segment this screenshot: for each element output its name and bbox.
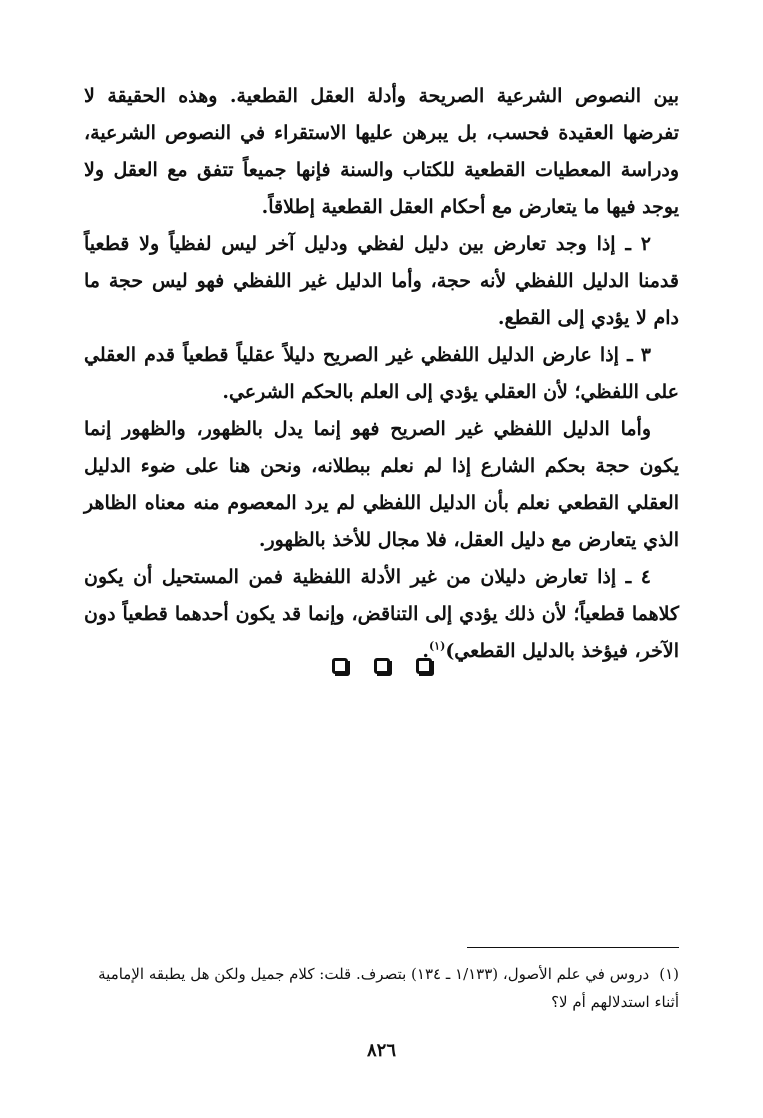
section-divider — [0, 658, 763, 674]
paragraph-5 — [84, 559, 679, 670]
footnote-number: (١) — [659, 965, 679, 983]
page-number: ٨٢٦ — [366, 1040, 396, 1061]
paragraph-1: بين النصوص الشرعية الصريحة وأدلة العقل القطعية. وهذه الحقيقة لا تفرضها العقيدة فحسب، بل يبرهن عليها الاستقراء في النصوص الشرعية، ودراسة المعطيات القطعية للكتاب والسنة فإنها جميعاً تتفق مع العقل ولا يوجد فيها ما يتعارض مع أحكام العقل القطعية إطلاقاً. — [84, 85, 679, 218]
square-ornament-icon — [332, 658, 348, 674]
main-text — [84, 78, 679, 670]
footnote — [84, 960, 679, 1016]
square-ornament-icon — [374, 658, 390, 674]
footnote-divider — [467, 947, 679, 948]
paragraph-4: وأما الدليل اللفظي غير الصريح فهو إنما يدل بالظهور، والظهور إنما يكون حجة بحكم الشارع إذا لم نعلم ببطلانه، ونحن هنا على ضوء الدليل العقلي القطعي نعلم بأن الدليل اللفظي لم يرد المعصوم منه معناه الظاهر الذي يتعارض مع دليل العقل، فلا مجال للأخذ بالظهور. — [84, 418, 679, 551]
footnote-text: دروس في علم الأصول، (١/١٣٣ ـ ١٣٤) بتصرف. قلت: كلام جميل ولكن هل يطبقه الإمامية أثناء استدلالهم أم لا؟ — [98, 965, 679, 1011]
paragraph-5-text: ٤ ـ إذا تعارض دليلان من غير الأدلة اللفظية فمن المستحيل أن يكون كلاهما قطعياً؛ لأن ذلك يؤدي إلى التناقض، وإنما قد يكون أحدهما قطعياً دون الآخر، فيؤخذ بالدليل القطعي) — [84, 566, 679, 662]
square-ornament-icon — [416, 658, 432, 674]
paragraph-3: ٣ ـ إذا عارض الدليل اللفظي غير الصريح دليلاً عقلياً قطعياً قدم العقلي على اللفظي؛ لأن العقلي يؤدي إلى العلم بالحكم الشرعي. — [84, 344, 679, 403]
paragraph-2: ٢ ـ إذا وجد تعارض بين دليل لفظي ودليل آخر ليس لفظياً ولا قطعياً قدمنا الدليل اللفظي لأنه حجة، وأما الدليل غير اللفظي فهو ليس حجة ما دام لا يؤدي إلى القطع. — [84, 233, 679, 329]
paragraph-5-end: . — [422, 640, 429, 662]
footnote-marker[interactable]: (١) — [428, 639, 446, 653]
